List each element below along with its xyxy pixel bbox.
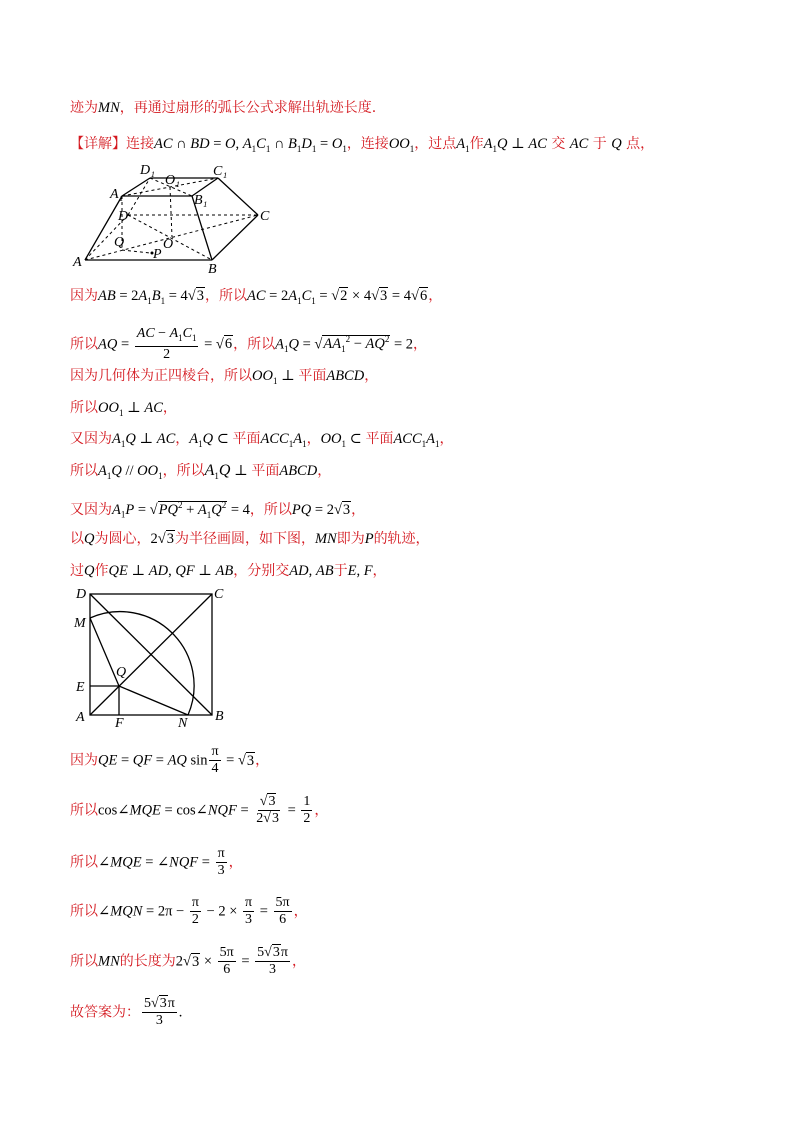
label-A: A [73, 255, 82, 270]
label-D1: D₁ [140, 163, 155, 178]
text-line-3: 因为AB = $2A_1B_1 = 4√3$，所以AC = $2A_1C_1 = √2 \times 4√3 = 4√6$， [70, 288, 443, 306]
label-C: C [260, 209, 270, 224]
text-line-9: 又因为$A_1P = √PQ^2 + A_1Q^2 = 4$，所以PQ = 2√3， [70, 500, 366, 520]
text-line-6: 所以$OO_1$ ⊥ AC， [70, 400, 177, 418]
text-line-4: 所以AQ = $\frac{AC - A_1C_1}{2}$ = √6，所以$A_1Q = √AA_1^2 - AQ^2 = 2$， [70, 326, 428, 362]
label-C1: C₁ [213, 164, 228, 179]
label-B: B [208, 262, 217, 277]
label-A1: A₁ [110, 187, 124, 202]
label-A: A [76, 710, 85, 725]
label-B1: B₁ [194, 193, 208, 208]
text-line-2: 【详解】连接AC ∩ BD = O, $A_1C_1$ ∩ $B_1D_1 = O_1$，连接$OO_1$，过点$A_1$作$A_1Q$ ⊥ AC 交 AC 于 Q 点， [70, 136, 655, 154]
frustum-figure [70, 160, 290, 278]
text-line-11: 过Q作QE ⊥ AD, QF ⊥ AB，分别交AD, AB于E, F， [70, 563, 387, 579]
label-O1: O₁ [165, 173, 180, 188]
text-line-1: 迹为MN，再通过扇形的弧长公式求解出轨迹长度. [70, 100, 377, 116]
text-line-16: 所以MN的长度为2√3 × $\frac{5\pi}{6}$ = $\frac{5√3\pi}{3}$ ， [70, 945, 306, 977]
label-B: B [215, 709, 224, 724]
detail-tag: 【详解】 [70, 136, 126, 152]
label-N: N [178, 716, 188, 728]
square-figure [70, 584, 240, 728]
text-line-10: 以Q为圆心，2√3为半径画圆，如下图，MN即为P的轨迹， [70, 531, 430, 547]
text-line-14: 所以∠MQE = ∠NQF = $\frac{\pi}{3}$ ， [70, 846, 243, 878]
text-line-8: 所以$A_1Q // OO_1$，所以$A_1Q$ ⊥ 平面ABCD， [70, 462, 332, 481]
label-Q: Q [114, 235, 125, 250]
text-line-15: 所以∠MQN = 2π − $\frac{\pi}{2}$ − 2 × $\frac{\pi}{3}$ = $\frac{5\pi}{6}$ ， [70, 895, 308, 927]
text-line-13: 所以cos∠MQE = cos∠NQF = $\frac{√3}{2√3}$ = $\frac{1}{2}$ ， [70, 794, 329, 826]
text-line-7: 又因为$A_1Q$ ⊥ AC，$A_1Q$ ⊂ 平面$ACC_1A_1$，$OO_1$ ⊂ 平面$ACC_1A_1$， [70, 431, 454, 449]
label-Q: Q [116, 665, 127, 680]
label-D: D [76, 587, 87, 602]
text-line-17: 故答案为： $\frac{5√3\pi}{3}$ . [70, 996, 183, 1028]
label-P: P [153, 247, 162, 262]
text-line-5: 因为几何体为正四棱台，所以$OO_1$ ⊥ 平面ABCD， [70, 368, 379, 386]
label-D: D [118, 209, 129, 224]
text-line-12: 因为QE = QF = AQ sin $\frac{\pi}{4}$ = √3， [70, 744, 270, 776]
label-E: E [76, 680, 85, 695]
label-M: M [74, 616, 86, 631]
label-O: O [163, 237, 174, 252]
label-F: F [115, 716, 124, 728]
label-C: C [214, 587, 224, 602]
